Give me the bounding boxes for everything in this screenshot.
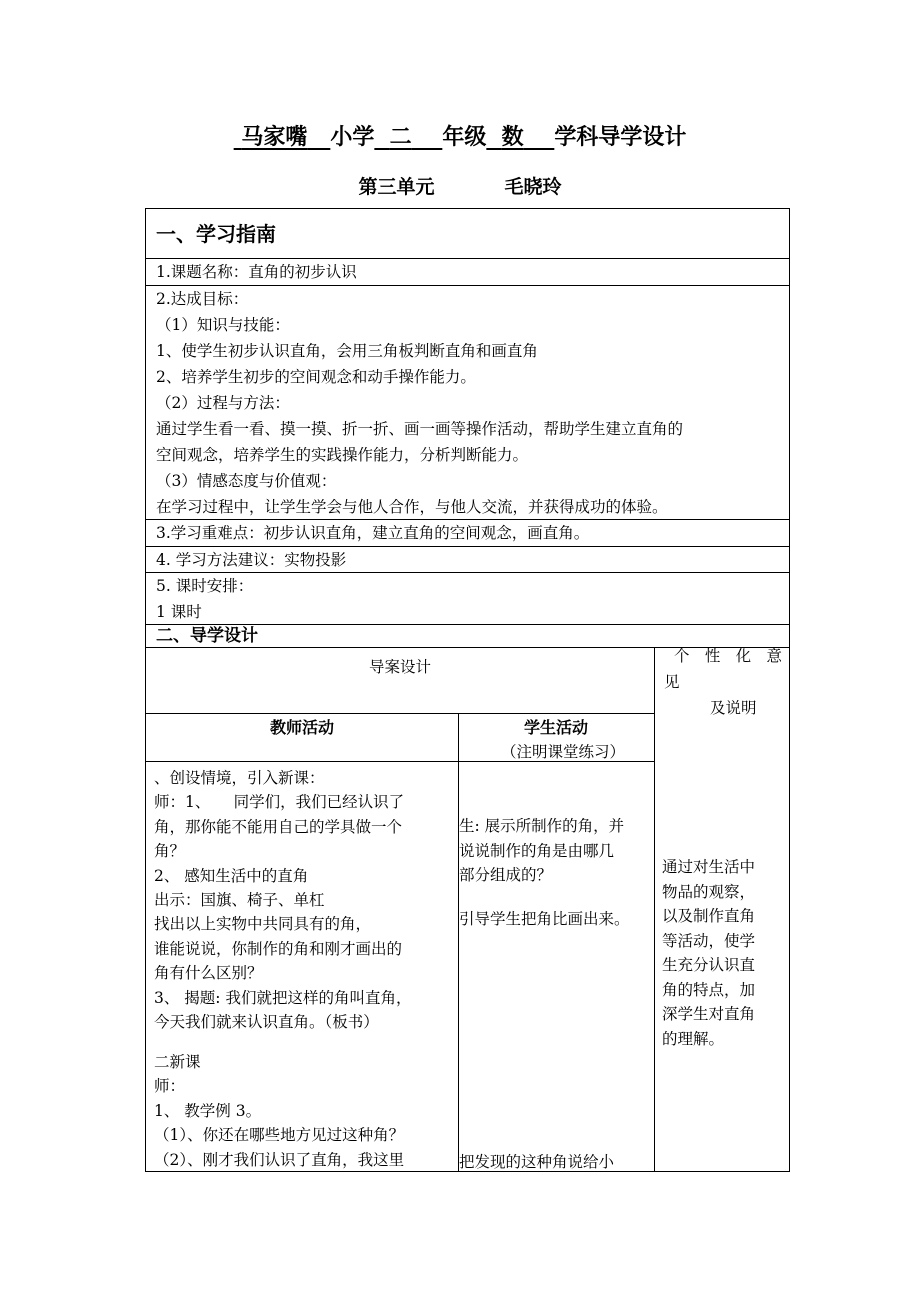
teacher-activity-line: 出示：国旗、椅子、单杠 xyxy=(154,891,325,910)
teacher-activity-body xyxy=(154,766,456,1172)
design-header: 导案设计 xyxy=(368,658,431,676)
process-line-2: 空间观念，培养学生的实践操作能力，分析判断能力。 xyxy=(156,446,529,464)
student-activity-2: 引导学生把角比画出来。 xyxy=(459,910,630,928)
knowledge-label: （1）知识与技能： xyxy=(156,316,290,334)
school-name: 马家嘴 xyxy=(241,125,308,150)
teacher-activity-line xyxy=(154,1034,456,1050)
knowledge-item-1: 1、使学生初步认识直角，会用三角板判断直角和画直角 xyxy=(156,342,538,360)
teacher-activity-line: 角？ xyxy=(154,842,186,861)
process-label: （2）过程与方法： xyxy=(156,394,290,412)
emotion-label: （3）情感态度与价值观： xyxy=(156,472,337,490)
teacher-activity-line: （1）、你还在哪些地方见过这种角？ xyxy=(154,1126,405,1145)
personal-header-line-2: 见 xyxy=(664,673,680,691)
personal-notes-header xyxy=(664,643,782,721)
notes-column-divider xyxy=(654,648,655,1172)
topic-row: 1.课题名称：直角的初步认识 xyxy=(146,259,789,286)
student-activity-header xyxy=(458,715,654,763)
grade-suffix: 年级 xyxy=(442,125,487,150)
student-activity-1 xyxy=(459,814,653,888)
teacher-activity-line: 3、 揭题: 我们就把这样的角叫直角， xyxy=(154,988,412,1007)
process-line-1: 通过学生看一看、摸一摸、折一折、画一画等操作活动，帮助学生建立直角的 xyxy=(156,420,684,438)
subject: 数 xyxy=(501,125,524,150)
lesson-table xyxy=(145,208,790,1172)
document-title xyxy=(0,120,920,151)
personal-header-line-3: 及说明 xyxy=(710,699,757,717)
goals-block xyxy=(146,286,789,520)
teacher-activity-line: 今天我们就来认识直角。（板书） xyxy=(154,1013,379,1032)
subject-suffix: 学科导学设计 xyxy=(554,125,687,150)
student-1-line-3: 部分组成的？ xyxy=(459,866,553,885)
unit-label: 第三单元 xyxy=(358,176,435,198)
design-header-divider xyxy=(146,713,654,714)
school-suffix: 小学 xyxy=(330,125,375,150)
teacher-activity-line: 、创设情境，引入新课： xyxy=(154,769,325,787)
teacher-activity-line: 师： xyxy=(154,1077,186,1096)
emotion-text: 在学习过程中，让学生学会与他人合作，与他人交流，并获得成功的体验。 xyxy=(156,498,668,516)
schedule-block xyxy=(146,573,789,625)
personal-note-line: 等活动，使学 xyxy=(662,931,756,950)
personal-note-line: 物品的观察， xyxy=(662,882,756,901)
goals-label: 2.达成目标： xyxy=(156,290,249,308)
teacher-activity-line: 1、 教学例 3。 xyxy=(154,1101,262,1120)
personal-notes-body xyxy=(662,855,786,1051)
personal-note-line: 以及制作直角 xyxy=(662,907,756,925)
grade: 二 xyxy=(389,125,412,150)
student-1-line-2: 说说制作的角是由哪几 xyxy=(459,841,615,860)
teacher-activity-line: （2）、刚才我们认识了直角，我这里 xyxy=(154,1150,405,1169)
teacher-activity-line: 找出以上实物中共同具有的角， xyxy=(154,915,372,934)
personal-note-line: 角的特点，加 xyxy=(662,980,756,999)
section-heading-design: 二、导学设计 xyxy=(146,625,789,648)
key-points-row: 3.学习重难点：初步认识直角，建立直角的空间观念，画直角。 xyxy=(146,520,789,547)
teacher-activity-line: 角有什么区别？ xyxy=(154,964,263,983)
personal-header-line-1: 个 性 化 意 xyxy=(674,647,782,665)
document-subtitle xyxy=(0,172,920,199)
personal-note-line: 通过对生活中 xyxy=(662,858,756,876)
personal-note-line: 深学生对直角 xyxy=(662,1005,756,1023)
teacher-activity-header: 教师活动 xyxy=(269,718,334,737)
section-heading-guide: 一、学习指南 xyxy=(146,209,789,259)
teacher-name: 毛晓玲 xyxy=(504,176,562,198)
teacher-activity-line: 角，那你能不能用自己的学具做一个 xyxy=(154,817,403,836)
schedule-value: 1 课时 xyxy=(156,603,202,621)
schedule-label: 5. 课时安排： xyxy=(156,577,254,595)
method-row: 4. 学习方法建议：实物投影 xyxy=(146,547,789,573)
personal-note-line: 生充分认识直 xyxy=(662,956,756,974)
personal-note-line: 的理解。 xyxy=(662,1029,725,1048)
teacher-activity-line: 师：1、 同学们，我们已经认识了 xyxy=(154,793,405,812)
student-1-line-1: 生: 展示所制作的角，并 xyxy=(459,817,625,835)
student-header-note: （注明课堂练习） xyxy=(500,743,625,761)
teacher-activity-line: 2、 感知生活中的直角 xyxy=(154,866,309,885)
student-activity-3: 把发现的这种角说给小 xyxy=(459,1153,615,1171)
student-header-title: 学生活动 xyxy=(523,718,588,737)
teacher-student-divider xyxy=(458,713,459,1172)
knowledge-item-2: 2、培养学生初步的空间观念和动手操作能力。 xyxy=(156,368,476,386)
teacher-activity-line: 二新课 xyxy=(154,1052,201,1071)
teacher-activity-line: 谁能说说，你制作的角和刚才画出的 xyxy=(154,939,403,958)
